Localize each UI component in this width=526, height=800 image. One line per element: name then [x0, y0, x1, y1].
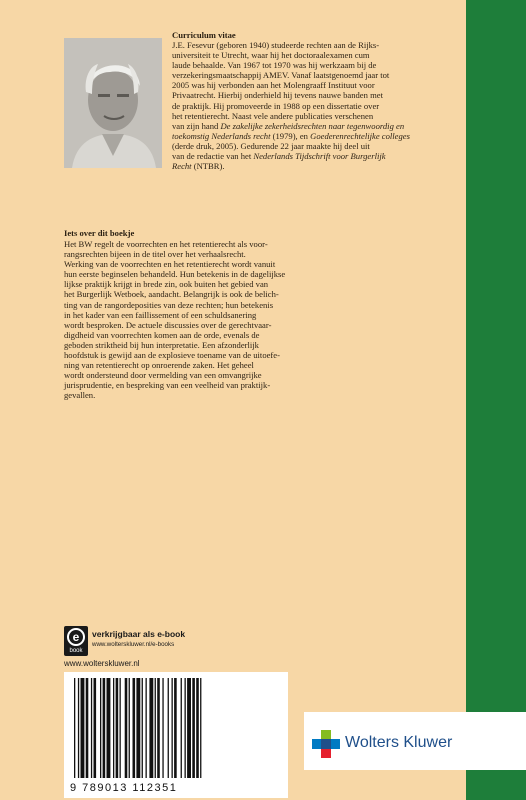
cv-text — [172, 40, 458, 171]
about-line: hun eerste beginselen behandeld. Hun betekenis in de dagelijkse — [64, 269, 286, 280]
ebook-badge[interactable] — [64, 626, 304, 656]
about-line: jurisprudentie, en bespreking van een veelheid van praktijk- — [64, 380, 271, 391]
cv-line: het retentierecht. Naast vele andere publicaties verschenen — [172, 110, 374, 121]
cv-line: (derde druk, 2005). Gedurende 22 jaar maakte hij deel uit — [172, 140, 370, 151]
about-line: wordt besproken. De actuele discussies over de gerechtvaar- — [64, 319, 272, 330]
about-line: ning van retentierecht op onroerende zaken. Het geheel — [64, 360, 254, 371]
about-text — [64, 239, 458, 401]
about-line: Het BW regelt de voorrechten en het retentierecht als voor- — [64, 239, 268, 249]
journal-abbr: (NTBR). — [191, 161, 225, 172]
cv-line: 2005 was hij verbonden aan het Molengraaff Instituut voor — [172, 80, 375, 91]
about-line: wordt ondersteund door vermelding van een omvangrijke — [64, 370, 262, 381]
cv-line: van zijn hand — [172, 120, 219, 131]
cv-line: Privaatrecht. Hierbij onderhield hij tevens nauwe banden met — [172, 90, 383, 101]
cv-line: verzekeringsmaatschappij AMEV. Vanaf laatstgenoemd jaar tot — [172, 70, 390, 81]
journal-title-b: Recht — [172, 161, 192, 172]
about-line: in het kader van een faillissement of een schuldsanering — [64, 309, 257, 320]
curriculum-vitae-section — [172, 30, 458, 171]
about-line: het Burgerlijk Wetboek, aandacht. Belangrijk is ook de belich- — [64, 289, 279, 300]
about-line: hoofdstuk is gewijd aan de explosieve toename van de uitoefe- — [64, 350, 280, 361]
ebook-logo-letter: e — [67, 628, 85, 646]
cv-line: van de redactie van het — [172, 151, 252, 162]
wolters-kluwer-logo-icon — [312, 730, 340, 758]
author-photo — [64, 38, 162, 168]
about-heading: Iets over dit boekje — [64, 228, 135, 238]
cv-heading: Curriculum vitae — [172, 30, 236, 40]
about-line: gevallen. — [64, 390, 96, 401]
ebook-url[interactable]: www.wolterskluwer.nl/e-books — [92, 641, 175, 648]
ebook-logo-word: book — [69, 648, 83, 654]
publisher-website[interactable]: www.wolterskluwer.nl — [64, 659, 140, 668]
green-side-strip — [466, 0, 526, 800]
about-line: digdheid van voorrechten komen aan de orde, evenals de — [64, 329, 260, 340]
cv-line: universiteit te Utrecht, waar hij het doctoraalexamen cum — [172, 50, 370, 61]
ebook-title: verkrijgbaar als e-book — [92, 629, 186, 639]
barcode-number: 9 789013 112351 — [70, 782, 178, 794]
barcode-bars — [74, 678, 278, 778]
ebook-icon — [64, 626, 88, 656]
cv-line: laude behaalde. Van 1967 tot 1970 was hij werkzaam bij de — [172, 60, 377, 71]
cv-line: J.E. Fesevur (geboren 1940) studeerde rechten aan de Rijks- — [172, 40, 380, 50]
about-line: ting van de rangordeposities van deze rechten; hun betekenis — [64, 299, 274, 310]
about-line: rangsrechten bijeen in de titel over het verhaalsrecht. — [64, 249, 246, 260]
book-title-1a: De zakelijke zekerheidsrechten naar tegenwoordig en — [220, 120, 405, 131]
about-line: lijkse praktijk krijgt in brede zin, ook buiten het gebied van — [64, 279, 269, 290]
publisher-name: Wolters Kluwer — [345, 734, 453, 751]
book-title-1b: toekomstig Nederlands recht — [172, 130, 271, 141]
about-line: Werking van de voorrechten en het retentierecht wordt vanuit — [64, 259, 276, 270]
about-line: geboden striktheid bij hun interpretatie. Een afzonderlijk — [64, 339, 259, 350]
journal-title-a: Nederlands Tijdschrift voor Burgerlijk — [253, 151, 386, 162]
book-year-1: (1979), en — [270, 130, 311, 141]
book-title-2: Goederenrechtelijke colleges — [310, 130, 410, 141]
barcode — [64, 672, 288, 798]
cv-line: de praktijk. Hij promoveerde in 1988 op een dissertatie over — [172, 100, 380, 111]
publisher-logo-panel-edge — [466, 712, 526, 770]
